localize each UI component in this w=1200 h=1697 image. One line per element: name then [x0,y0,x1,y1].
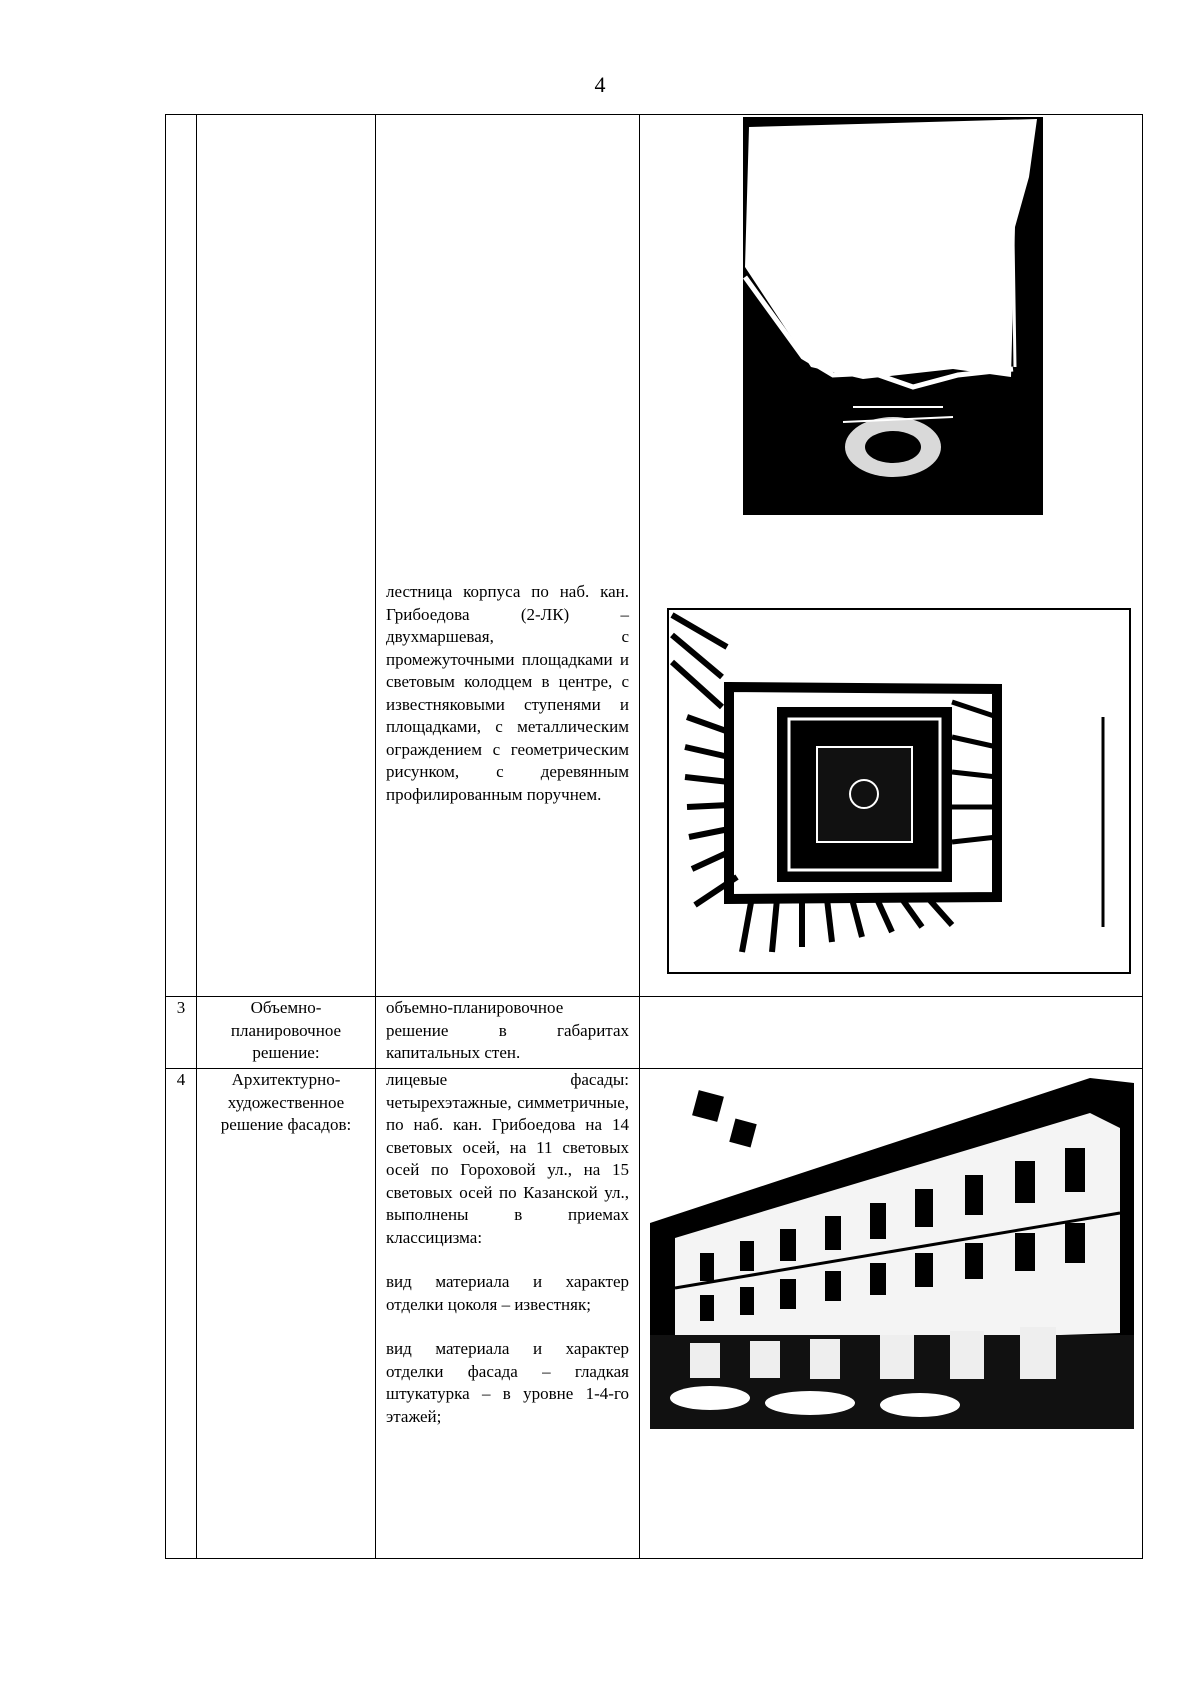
staircase-description: лестница корпуса по наб. кан. Грибоедова (2-ЛК) – двухмаршевая, с промежуточными площадками и световым колодцем в центре, с известняковыми ступенями и площадками, с металлическим ограждением с геометрическим рисунком, с деревянным профилированным поручнем. [386,582,629,804]
row-name: Архитектурно-художественное решение фасадов: [197,1069,376,1559]
facade-description-3: вид материала и характер отделки фасада – гладкая штукатурка – в уровне 1-4-го этажей; [386,1339,629,1426]
stairwell-top-view-photo [667,607,1132,975]
table-row [166,997,1143,1069]
table-row [166,1069,1143,1559]
layout-description: объемно-планировочное решение в габаритах капитальных стен. [386,998,629,1062]
stairwell-upward-photo [743,117,1043,515]
row-name: Объемно-планировочное решение: [197,997,376,1069]
building-facade-photo [650,1073,1134,1429]
empty-photo-cell [640,997,1143,1069]
row-number: 4 [166,1069,197,1559]
row-name [197,115,376,997]
table-row [166,115,1143,997]
row-number [166,115,197,997]
page-number: 4 [594,72,606,97]
facade-description-2: вид материала и характер отделки цоколя – известняк; [386,1272,629,1314]
facade-description-1: лицевые фасады: четырехэтажные, симметричные, по наб. кан. Грибоедова на 14 световых осей, на 11 световых осей по Гороховой ул., на 15 световых осей по Казанской ул., выполнены в приемах классицизма: [386,1070,629,1247]
monument-description-table [165,114,1143,1559]
row-number: 3 [166,997,197,1069]
